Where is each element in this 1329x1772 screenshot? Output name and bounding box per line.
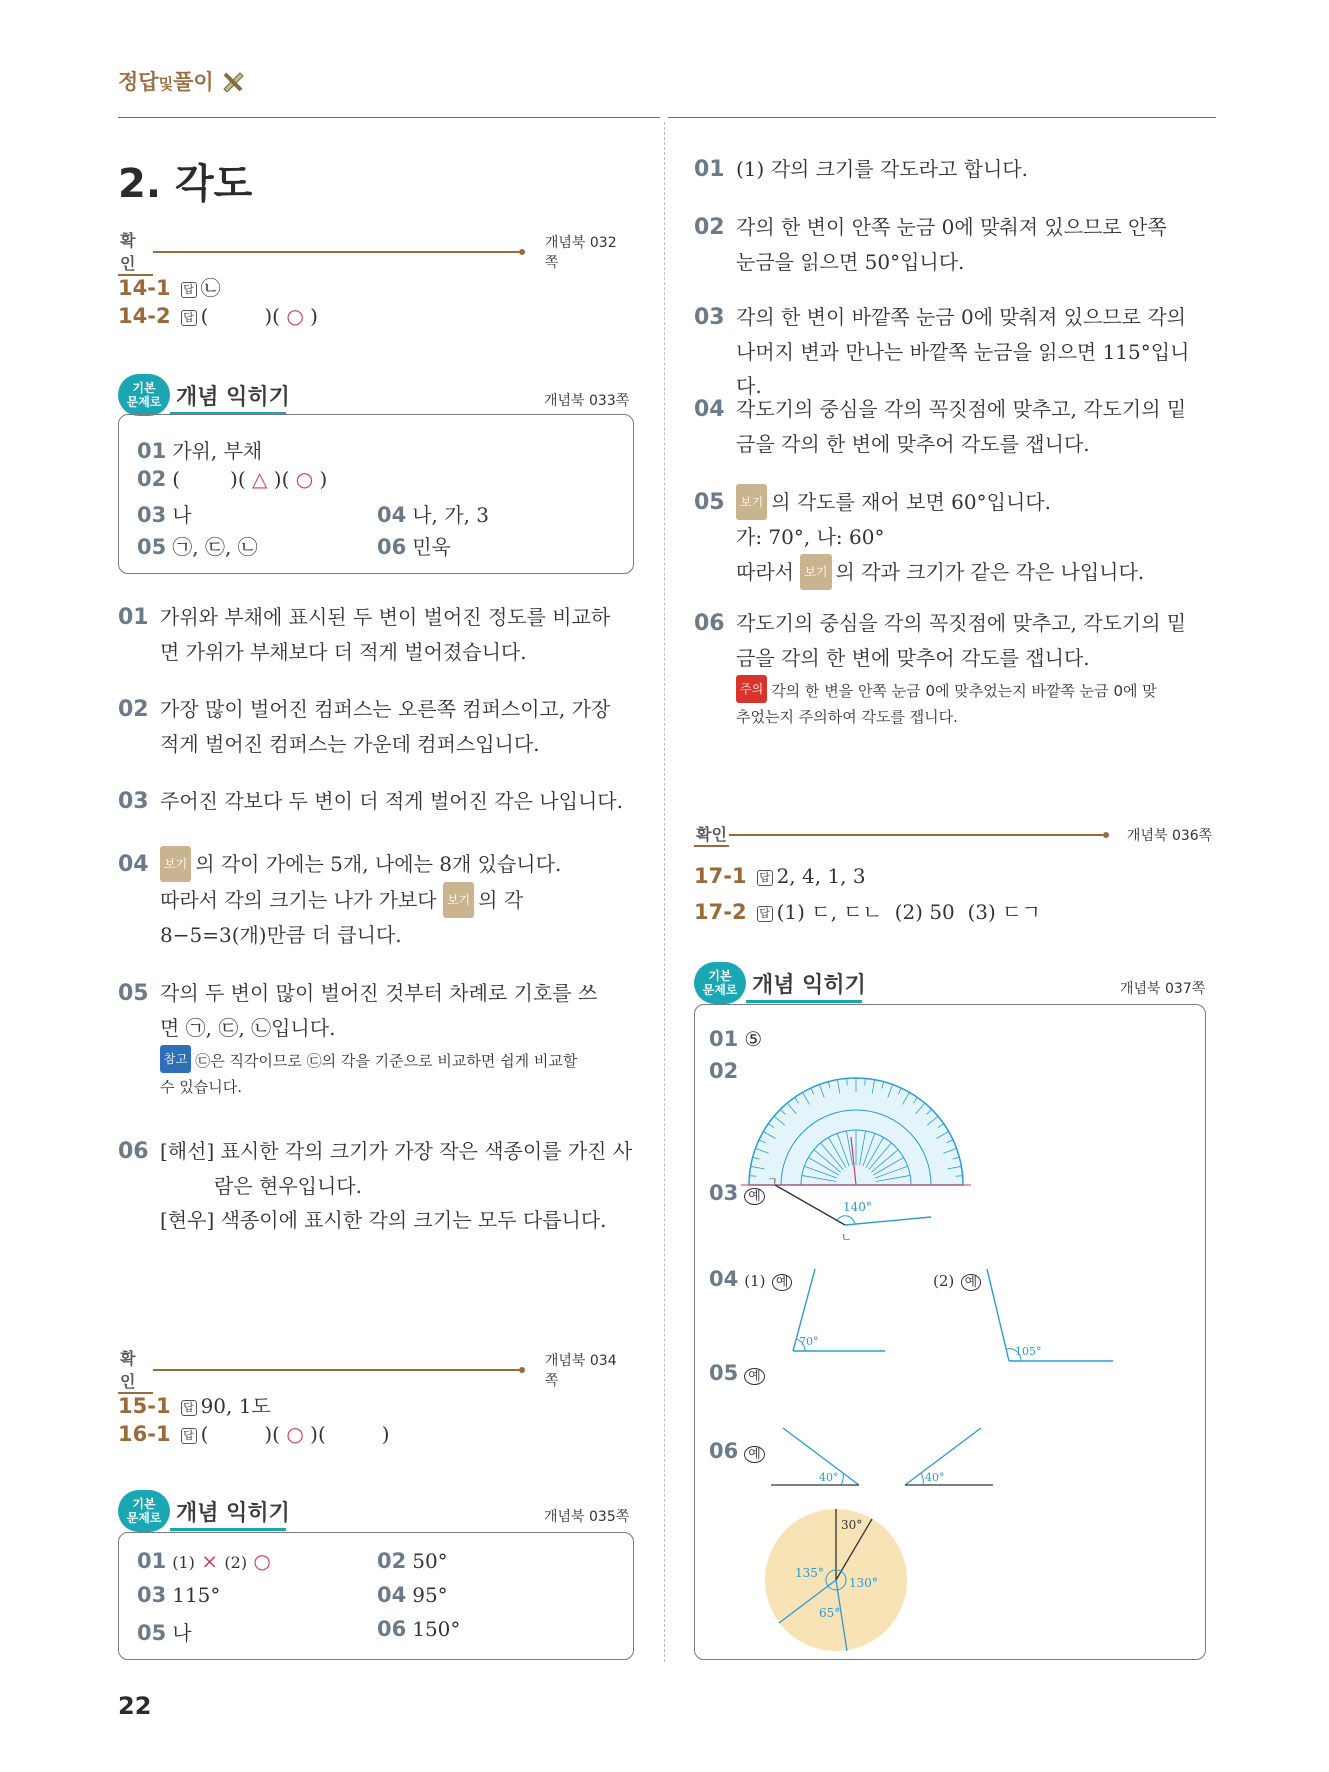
answer-circle: ○	[286, 304, 304, 328]
check-label: 확인	[118, 228, 153, 276]
header-solution: 풀이	[173, 70, 214, 94]
angle-40-left-figure	[771, 1423, 871, 1493]
explanation-r02: 02 각의 한 변이 안쪽 눈금 0에 맞춰져 있으므로 안쪽 눈금을 읽으면 50°입니다.	[694, 215, 1167, 274]
answer-17-2: 17-2 답 (1) ㄷ, ㄷㄴ (2) 50 (3) ㄷㄱ	[694, 900, 1041, 924]
explanation-06: 06 [해선] 표시한 각의 크기가 가장 작은 색종이를 가진 사 람은 현우입니다. [현우] 색종이에 표시한 각의 크기는 모두 다릅니다.	[118, 1139, 633, 1232]
basic-title: 개념 익히기	[176, 1501, 290, 1526]
answer-box-1	[118, 414, 634, 574]
check-label: 확인	[118, 1346, 153, 1394]
check-dot	[519, 249, 525, 255]
paren-open: (	[200, 304, 209, 328]
answer-06: 06 150°	[377, 1617, 461, 1641]
check-dot	[519, 1367, 525, 1373]
book-ref: 개념북 033쪽	[544, 393, 630, 409]
angle-label: 30°	[841, 1518, 863, 1532]
problem-number: 14-2	[118, 304, 171, 328]
answer-04-2: (2) 예	[933, 1267, 981, 1291]
angle-140-figure	[755, 1175, 945, 1245]
angle-label: 65°	[819, 1606, 841, 1620]
explanation-r06: 06 각도기의 중심을 각의 꼭짓점에 맞추고, 각도기의 밑 금을 각의 한 변에 맞추어 각도를 잽니다. 주의 각의 한 변을 안쪽 눈금 0에 맞추었는지 바깥쪽 눈금 0에 맞 추었는지 주의하여 각도를 잽니다.	[694, 611, 1187, 726]
book-ref: 개념북 036쪽	[1126, 827, 1213, 844]
answer-01: 01 가위, 부채	[137, 439, 263, 463]
answer-04: 04 (1) 예	[709, 1267, 792, 1291]
vertex-label: ㄱ	[767, 1175, 778, 1188]
paren-mid: )(	[264, 304, 280, 328]
check-rule	[153, 1369, 519, 1371]
angle-label: 70°	[799, 1335, 819, 1348]
check-rule	[153, 251, 519, 253]
header-rule-left	[118, 117, 660, 118]
answer-mark-icon: 답	[181, 1428, 197, 1444]
page-title: 2. 각도	[118, 161, 253, 207]
basic-badge: 기본 문제로	[118, 1490, 170, 1532]
angle-label: 40°	[819, 1471, 839, 1484]
basic-badge: 기본 문제로	[694, 962, 746, 1004]
explanation-03: 03 주어진 각보다 두 변이 더 적게 벌어진 각은 나입니다.	[118, 789, 623, 814]
book-ref: 개념북 035쪽	[544, 1509, 630, 1525]
answer-04: 04 나, 가, 3	[377, 503, 490, 527]
explanation-02: 02 가장 많이 벌어진 컴퍼스는 오른쪽 컴퍼스이고, 가장 적게 벌어진 컴퍼스는 가운데 컴퍼스입니다.	[118, 697, 611, 756]
header-answer: 정답	[118, 70, 159, 94]
basic-title-underline	[170, 1528, 286, 1531]
answer-02: 02 ( )( △ )( ○ )	[137, 467, 328, 491]
answer-mark-icon: 답	[757, 870, 773, 886]
angle-label: 135°	[795, 1566, 824, 1580]
explanation-r01: 01 (1) 각의 크기를 각도라고 합니다.	[694, 157, 1028, 182]
paren-close: )	[310, 304, 318, 328]
answer-value: ㉡	[200, 276, 221, 300]
explanation-r04: 04 각도기의 중심을 각의 꼭짓점에 맞추고, 각도기의 밑 금을 각의 한 변에 맞추어 각도를 잽니다.	[694, 397, 1187, 456]
explanation-r03: 03 각의 한 변이 바깥쪽 눈금 0에 맞춰져 있으므로 각의 나머지 변과 만나는 바깥쪽 눈금을 읽으면 115°입니다.	[694, 305, 1190, 398]
page-number: 22	[118, 1692, 152, 1720]
basic-title: 개념 익히기	[752, 973, 866, 998]
check-section-3	[694, 822, 1214, 847]
answer-06: 06 예	[709, 1439, 765, 1463]
answer-14-2	[118, 304, 318, 328]
answer-mark-icon: 답	[181, 282, 197, 298]
check-dot	[1103, 832, 1109, 838]
check-section-2	[118, 1346, 630, 1394]
answer-05: 05 ㉠, ㉢, ㉡	[137, 535, 258, 559]
answer-01: 01 ⑤	[709, 1027, 763, 1051]
angle-label: 140°	[843, 1200, 872, 1214]
basic-badge: 기본 문제로	[118, 374, 170, 416]
answer-box-2	[118, 1532, 634, 1660]
answer-mark-icon: 답	[181, 310, 197, 326]
answer-05: 05 예	[709, 1361, 765, 1385]
answer-box-3	[694, 1004, 1206, 1660]
answer-01: 01 (1) × (2) ○	[137, 1549, 271, 1573]
check-rule	[729, 834, 1103, 836]
circle-angles-figure	[761, 1505, 911, 1655]
angle-70-figure	[785, 1267, 895, 1357]
angle-label: 105°	[1015, 1345, 1042, 1358]
header-and: 및	[158, 75, 174, 93]
column-divider	[664, 122, 665, 1662]
header-rule-right	[668, 117, 1216, 118]
explanation-05: 05 각의 두 변이 많이 벌어진 것부터 차례로 기호를 쓰 면 ㉠, ㉢, ㉡입니다. 참고 ㉢은 직각이므로 ㉢의 각을 기준으로 비교하면 쉽게 비교할 수 있습니다.	[118, 981, 598, 1096]
answer-17-1: 17-1 답 2, 4, 1, 3	[694, 864, 866, 888]
book-ref: 개념북 037쪽	[1120, 981, 1206, 997]
explanation-01: 01 가위와 부채에 표시된 두 변이 벌어진 정도를 비교하 면 가위가 부채보다 더 적게 벌어졌습니다.	[118, 605, 611, 664]
basic-header-3	[694, 962, 1214, 1008]
answer-04: 04 95°	[377, 1583, 448, 1607]
check-label: 확인	[694, 822, 729, 847]
book-ref: 개념북 034쪽	[544, 1353, 617, 1389]
basic-title: 개념 익히기	[176, 385, 290, 410]
answer-03: 03 예	[709, 1181, 765, 1205]
vertex-label: ㄴ	[841, 1231, 852, 1244]
angle-label: 40°	[925, 1471, 945, 1484]
problem-number: 14-1	[118, 276, 171, 300]
answer-02: 02 50°	[377, 1549, 448, 1573]
answer-15-1: 15-1 답 90, 1도	[118, 1394, 271, 1418]
pencil-ruler-icon	[221, 70, 245, 92]
explanation-04: 04 보기 의 각이 가에는 5개, 나에는 8개 있습니다. 따라서 각의 크기는 나가 가보다 보기 의 각 8−5=3(개)만큼 더 큽니다.	[118, 846, 638, 952]
angle-40-right-figure	[893, 1423, 993, 1493]
section-header	[118, 66, 245, 96]
angle-105-figure	[985, 1267, 1115, 1367]
answer-05: 05 나	[137, 1621, 192, 1645]
basic-title-underline	[746, 1000, 862, 1003]
answer-16-1: 16-1 답 ( )( ○ )( )	[118, 1422, 390, 1446]
answer-03: 03 115°	[137, 1583, 221, 1607]
answer-02: 02	[709, 1059, 739, 1083]
answer-mark-icon: 답	[757, 906, 773, 922]
check-section-1	[118, 228, 630, 276]
answer-03: 03 나	[137, 503, 192, 527]
answer-14-1	[118, 272, 221, 301]
book-ref: 개념북 032쪽	[544, 235, 617, 271]
angle-label: 130°	[849, 1576, 878, 1590]
answer-mark-icon: 답	[181, 1400, 197, 1416]
basic-header-2	[118, 1490, 634, 1536]
explanation-r05: 05 보기 의 각도를 재어 보면 60°입니다. 가: 70°, 나: 60° 따라서 보기 의 각과 크기가 같은 각은 나입니다.	[694, 484, 1214, 590]
answer-06: 06 민욱	[377, 535, 451, 559]
